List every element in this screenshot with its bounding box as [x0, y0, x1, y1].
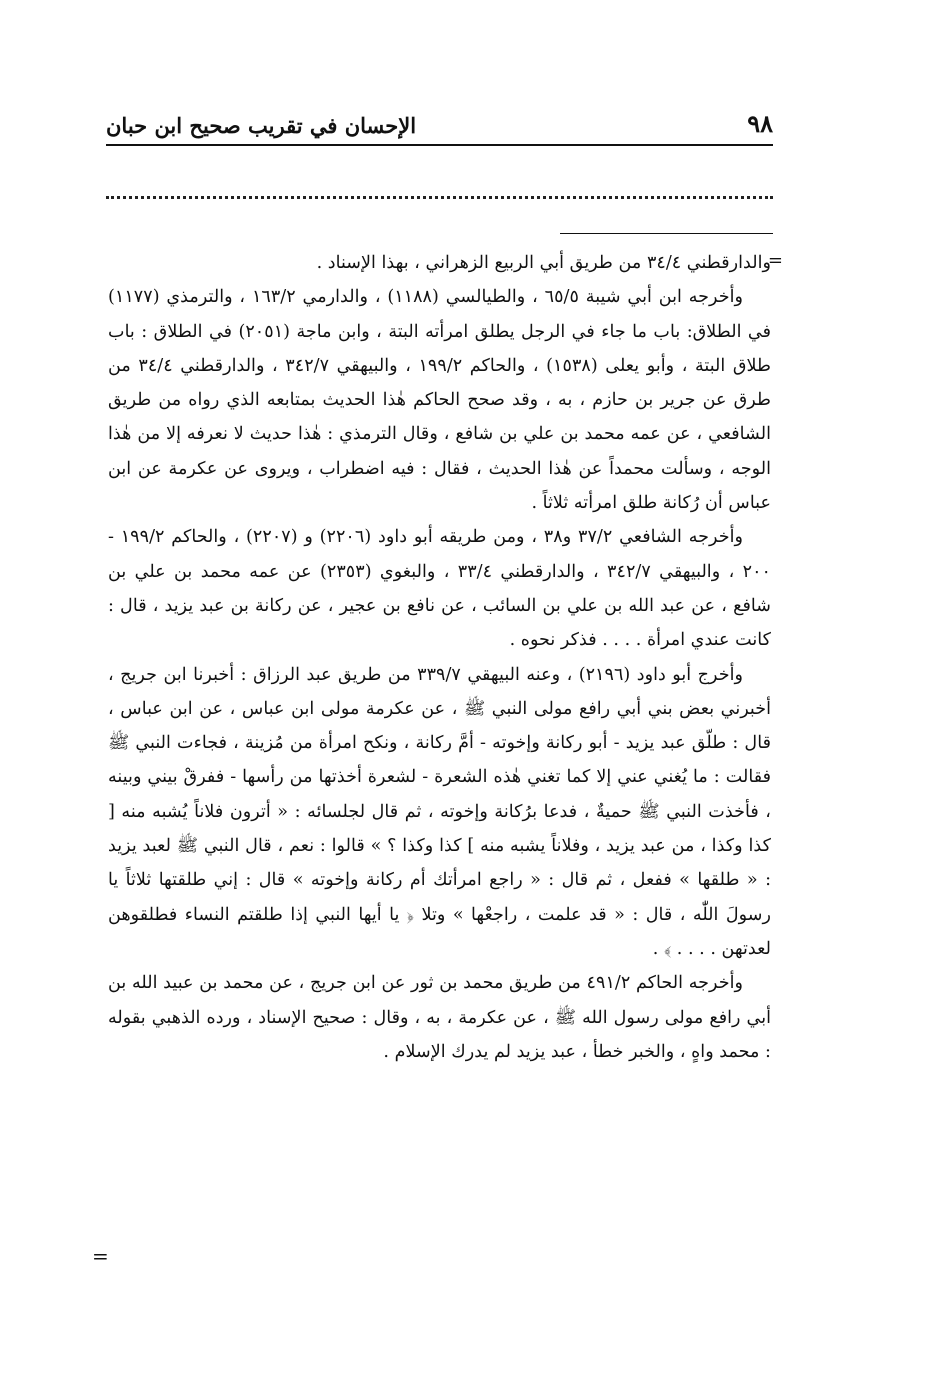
footnote-block: [108, 246, 771, 1069]
footnote-paragraph: والدارقطني ٣٤/٤ من طريق أبي الربيع الزهراني ، بهذا الإسناد .: [316, 253, 771, 273]
footnote-paragraph: وأخرج أبو داود (٢١٩٦) ، وعنه البيهقي ٣٣٩/٧ من طريق عبد الرزاق : أخبرنا ابن جريج ، أخبرني بعض بني أبي رافع مولى النبي ﷺ ، عن عكرمة مولى ابن عباس ، عن ابن عباس ، قال : طلّق عبد يزيد - أبو ركانة وإخوته - أمَّ ركانة ، ونكح امرأة من مُزينة ، فجاءت النبي ﷺ فقالت : ما يُغني عني إلا كما تغني هٰذه الشعرة - لشعرة أخذتها من رأسها - ففرقْ بيني وبينه ، فأخذت النبي ﷺ حميةٌ ، فدعا برُكانة وإخوته ، ثم قال لجلسائه : « أترون فلاناً يُشبه منه [ كذا وكذا ، من عبد يزيد ، وفلاناً يشبه منه ] كذا وكذا ؟ » قالوا : نعم ، قال النبي ﷺ لعبد يزيد : « طلقها » ففعل ، ثم قال : « راجع امرأتك أم ركانة وإخوته » قال : إني طلقتها ثلاثاً يا رسولَ اللّٰه ، قال : « قد علمت ، راجعْها » وتلا ﴿ يا أيها النبي إذا طلقتم النساء فطلقوهن لعدتهن . . . . ﴾ .: [108, 664, 771, 959]
footnote-paragraph: وأخرجه ابن أبي شيبة ٦٥/٥ ، والطيالسي (١١٨٨) ، والدارمي ١٦٣/٢ ، والترمذي (١١٧٧) في الطلاق: باب ما جاء في الرجل يطلق امرأته البتة ، وابن ماجة (٢٠٥١) في الطلاق : باب طلاق البتة ، وأبو يعلى (١٥٣٨) ، والحاكم ١٩٩/٢ ، والبيهقي ٣٤٢/٧ ، والدارقطني ٣٤/٤ من طرق عن جرير بن حازم ، به ، وقد صحح الحاكم هٰذا الحديث بمتابعه الذي رواه من طريق الشافعي ، عن عمه محمد بن علي بن شافع ، وقال الترمذي : هٰذا حديث لا نعرفه إلا من هٰذا الوجه ، وسألت محمداً عن هٰذا الحديث ، فقال : فيه اضطراب ، ويروى عن عكرمة عن ابن عباس أن رُكانة طلق امرأته ثلاثاً .: [108, 287, 771, 514]
footnote-paragraph: وأخرجه الحاكم ٤٩١/٢ من طريق محمد بن ثور عن ابن جريج ، عن محمد بن عبيد الله بن أبي رافع مولى رسول الله ﷺ ، عن عكرمة ، به ، وقال : صحيح الإسناد ، ورده الذهبي بقوله : محمد واهٍ ، والخبر خطأ ، عبد يزيد لم يدرك الإسلام .: [108, 973, 771, 1062]
dotted-separator: [106, 196, 773, 199]
page-header: [106, 108, 773, 146]
continues-next-mark: =: [92, 1244, 109, 1268]
footnote-rule: [560, 233, 773, 234]
page-number: ٩٨: [747, 109, 773, 138]
continuation-mark: =: [767, 250, 783, 271]
running-title: الإحسان في تقريب صحيح ابن حبان: [106, 113, 417, 138]
footnote-paragraph: وأخرجه الشافعي ٣٧/٢ و٣٨ ، ومن طريقه أبو داود (٢٢٠٦) و (٢٢٠٧) ، والحاكم ١٩٩/٢ - ٢٠٠ ، والبيهقي ٣٤٢/٧ ، والدارقطني ٣٣/٤ ، والبغوي (٢٣٥٣) عن عمه محمد بن علي بن شافع ، عن عبد الله بن علي بن السائب ، عن نافع بن عجير ، عن ركانة بن عبد يزيد ، قال : كانت عندي امرأة . . . . فذكر نحوه .: [108, 527, 771, 651]
